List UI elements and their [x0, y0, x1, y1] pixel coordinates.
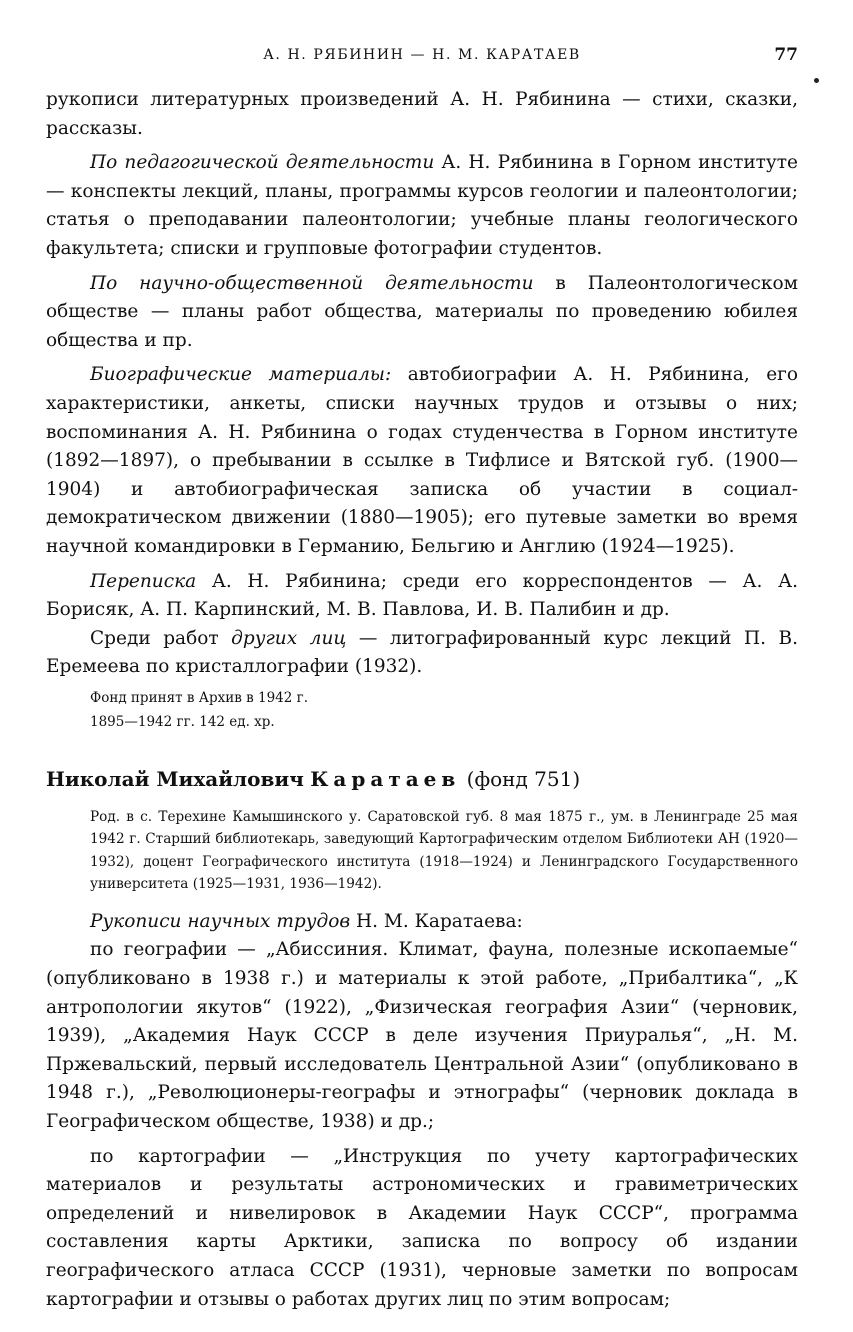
person-surname: Каратаев	[310, 766, 461, 791]
paragraph-biographical	[46, 361, 798, 561]
paragraph-literary-works: рукописи литературных произведений А. Н. Рябинина — стихи, сказки, рассказы.	[46, 89, 798, 139]
paragraph-other-persons-intro: Среди работ	[90, 627, 232, 649]
fund-range-note: 1895—1942 гг. 142 ед. хр.	[90, 713, 275, 730]
paragraph-other-persons	[46, 625, 798, 682]
paragraph-pedagogical	[46, 149, 798, 263]
section-label-other-persons: других лиц	[231, 627, 347, 649]
paragraph-pedagogical-text: А. Н. Рябинина в Горном институте — конспекты лекций, планы, программы курсов геологии и палеонтологии; статья о преподавании палеонтологии; учебные планы геологического факультета; списки и групповые фотографии студентов.	[46, 152, 798, 259]
section-label-biographical: Биографические материалы:	[90, 364, 392, 386]
paragraph-other-persons-text: — литографированный курс лекций П. В. Еремеева по кристаллографии (1932).	[46, 627, 799, 678]
paragraph-geography: по географии — „Абиссиния. Климат, фауна, полезные ископаемые“ (опубликовано в 1938 г.) и материалы к этой работе, „Прибалтика“, „К антропологии якутов“ (1922), „Физическая география Азии“ (черновик, 1939), „Академия Наук СССР в деле изучения Приуралья“, „Н. М. Пржевальский, первый исследователь Центральной Азии“ (опубликовано в 1948 г.), „Революционеры-географы и этнографы“ (черновик доклада в Географическом обществе, 1938) и др.;	[46, 939, 798, 1133]
biography-note: Род. в с. Терехине Камышинского у. Саратовской губ. 8 мая 1875 г., ум. в Ленинграде 25 мая 1942 г. Старший библиотекарь, заведующий Картографическим отделом Библиотеки АН (1920—1932), доцент Географического института (1918—1924) и Ленинградского Государственного университета (1925—1931, 1936—1942).	[90, 808, 798, 893]
running-head-title: А. Н. РЯБИНИН — Н. М. КАРАТАЕВ	[263, 47, 581, 63]
paragraph-manuscripts	[46, 908, 798, 937]
section-label-correspondence: Переписка	[90, 570, 197, 592]
section-label-manuscripts: Рукописи научных трудов	[90, 910, 351, 932]
ink-speck	[814, 78, 819, 83]
paragraph-cartography: по картографии — „Инструкция по учету картографических материалов и результаты астрономических и гравиметрических определений и нивелировок в Академии Наук СССР“, программа составления карты Арктики, записка по вопросу об издании географического атласа СССР (1931), черновые заметки по вопросам картографии и отзывы о работах других лиц по этим вопросам;	[46, 1145, 798, 1310]
running-head	[46, 40, 798, 70]
section-label-pedagogical: По педагогической деятельности	[90, 152, 435, 174]
person-heading	[46, 764, 798, 794]
paragraph-manuscripts-text: Н. М. Каратаева:	[350, 910, 523, 932]
page-number: 77	[774, 45, 798, 65]
fund-number: (фонд 751)	[460, 766, 581, 791]
paragraph-correspondence-text: А. Н. Рябинина; среди его корреспондентов — А. А. Борисяк, А. П. Карпинский, М. В. Павлова, И. В. Палибин и др.	[46, 570, 798, 621]
paragraph-scientific-social	[46, 270, 798, 356]
fund-accepted-note: Фонд принят в Архив в 1942 г.	[90, 689, 309, 706]
paragraph-biographical-text: автобиографии А. Н. Рябинина, его характеристики, анкеты, списки научных трудов и отзывы о них; воспоминания А. Н. Рябинина о годах студенчества в Горном институте (1892—1897), о пребывании в ссылке в Тифлисе и Вятской губ. (1900—1904) и автобиографическая записка об участии в социал-демократическом движении (1880—1905); его путевые заметки во время научной командировки в Германию, Бельгию и Англию (1924—1925).	[46, 364, 798, 557]
section-label-scientific-social: По научно-общественной деятельности	[90, 272, 534, 294]
paragraph-correspondence	[46, 568, 798, 625]
paragraph-scientific-social-text: в Палеонтологическом обществе — планы работ общества, материалы по проведению юбилея общества и пр.	[46, 272, 798, 351]
person-name: Николай Михайлович	[46, 766, 304, 791]
document-page	[46, 40, 798, 1314]
